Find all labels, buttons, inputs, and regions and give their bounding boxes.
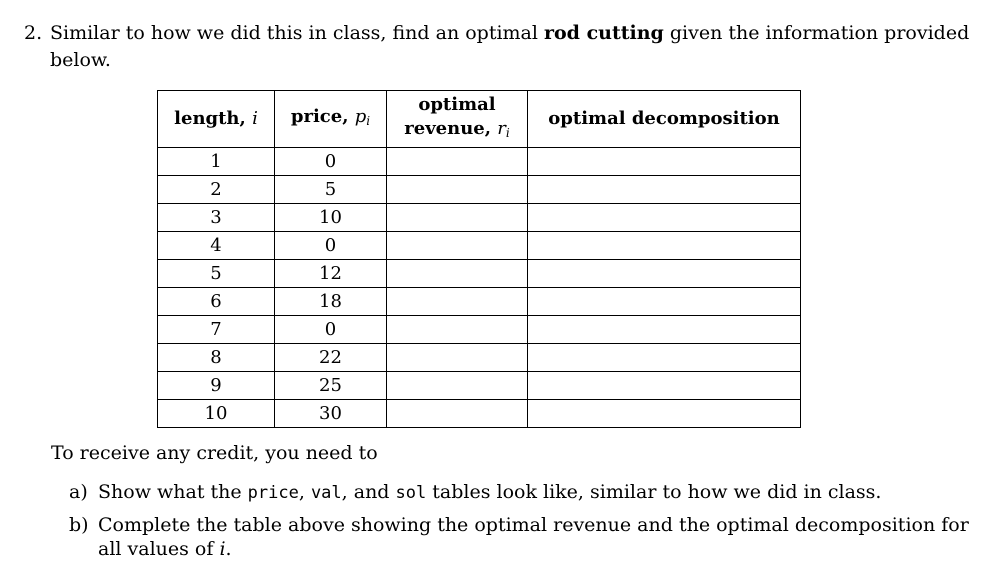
price-cell: 10 xyxy=(275,204,387,232)
length-cell: 3 xyxy=(158,204,275,232)
decomposition-cell xyxy=(528,204,801,232)
part-a-end: tables look like, similar to how we did in class. xyxy=(426,481,882,503)
decomposition-cell xyxy=(528,372,801,400)
problem-text-after: given the information provided below. xyxy=(50,22,970,71)
part-b-text: Complete the table above showing the optimal revenue and the optimal decomposition for all values of xyxy=(98,514,969,560)
table-row xyxy=(158,316,801,344)
code-val: val xyxy=(310,483,342,503)
decomposition-cell xyxy=(528,316,801,344)
revenue-cell xyxy=(387,372,528,400)
revenue-cell xyxy=(387,204,528,232)
code-price: price xyxy=(247,483,299,503)
decomposition-cell xyxy=(528,400,801,428)
price-cell: 25 xyxy=(275,372,387,400)
revenue-cell xyxy=(387,148,528,176)
problem-text xyxy=(50,20,974,74)
length-cell: 10 xyxy=(158,400,275,428)
length-cell: 1 xyxy=(158,148,275,176)
length-cell: 8 xyxy=(158,344,275,372)
length-cell: 5 xyxy=(158,260,275,288)
length-cell: 4 xyxy=(158,232,275,260)
list-item-label: b) xyxy=(69,514,89,536)
revenue-cell xyxy=(387,260,528,288)
table-row xyxy=(158,260,801,288)
problem-number: 2. xyxy=(24,22,43,44)
table-row xyxy=(158,176,801,204)
header-optimal-revenue: optimal revenue, $r_i$ xyxy=(387,91,528,148)
header-price: price, $p_i$ xyxy=(275,91,387,148)
list-item xyxy=(69,513,969,561)
problem-bold-term: rod cutting xyxy=(544,22,664,44)
price-cell: 12 xyxy=(275,260,387,288)
revenue-cell xyxy=(387,288,528,316)
credit-instruction: To receive any credit, you need to xyxy=(51,442,378,464)
decomposition-cell xyxy=(528,232,801,260)
price-cell: 22 xyxy=(275,344,387,372)
length-cell: 2 xyxy=(158,176,275,204)
price-cell: 30 xyxy=(275,400,387,428)
decomposition-cell xyxy=(528,148,801,176)
decomposition-cell xyxy=(528,260,801,288)
decomposition-cell xyxy=(528,344,801,372)
part-a-text: Show what the xyxy=(98,481,248,503)
price-cell: 18 xyxy=(275,288,387,316)
price-cell: 0 xyxy=(275,148,387,176)
decomposition-cell xyxy=(528,176,801,204)
table-header-row xyxy=(158,91,801,148)
table-row xyxy=(158,344,801,372)
length-cell: 9 xyxy=(158,372,275,400)
problem-text-before: Similar to how we did this in class, find an optimal xyxy=(50,22,544,44)
table-row xyxy=(158,204,801,232)
table-row xyxy=(158,372,801,400)
table-row xyxy=(158,232,801,260)
list-item xyxy=(69,480,969,505)
revenue-cell xyxy=(387,232,528,260)
header-optimal-decomposition: optimal decomposition xyxy=(528,91,801,148)
revenue-cell xyxy=(387,316,528,344)
problem-statement xyxy=(24,20,974,74)
revenue-cell xyxy=(387,344,528,372)
table-row xyxy=(158,288,801,316)
requirements-list xyxy=(69,480,969,569)
header-length: length, i xyxy=(158,91,275,148)
decomposition-cell xyxy=(528,288,801,316)
revenue-cell xyxy=(387,176,528,204)
price-cell: 0 xyxy=(275,316,387,344)
part-a-sep1: , xyxy=(298,481,311,503)
revenue-cell xyxy=(387,400,528,428)
rod-cutting-table xyxy=(157,90,801,428)
length-cell: 7 xyxy=(158,316,275,344)
length-cell: 6 xyxy=(158,288,275,316)
part-a-sep2: , and xyxy=(341,481,396,503)
list-item-label: a) xyxy=(69,481,88,503)
code-sol: sol xyxy=(395,483,427,503)
table-row xyxy=(158,400,801,428)
table-row xyxy=(158,148,801,176)
price-cell: 0 xyxy=(275,232,387,260)
part-b-end: . xyxy=(225,538,232,560)
part-b-variable: i xyxy=(219,538,226,560)
price-cell: 5 xyxy=(275,176,387,204)
